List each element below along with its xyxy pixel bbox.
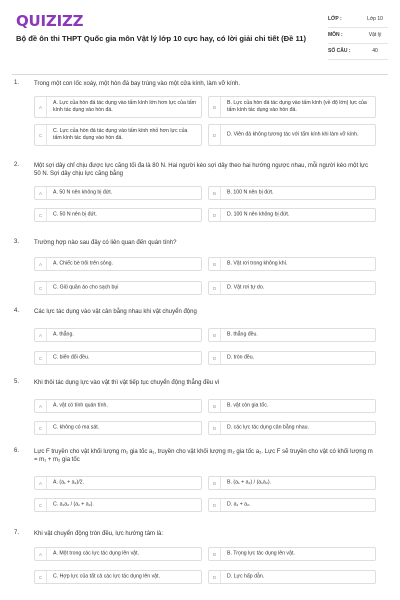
option-letter: A [35,97,47,117]
question-text: Trong một con lốc xoáy, một hòn đá bay trúng vào một cửa kính, làm vỡ kính. [34,81,241,87]
option-c[interactable] [34,281,202,295]
option-c[interactable] [34,208,202,222]
option-a[interactable] [34,257,202,271]
option-letter: B [209,329,221,341]
option-text: C. 50 N nên bị đứt. [53,211,97,218]
option-d[interactable] [208,351,376,365]
option-text: A. (a₁ + a₂)/2. [53,479,85,486]
option-d[interactable] [208,498,376,512]
option-text: B. (a₁ + a₂) / (a₁a₂). [227,479,271,486]
option-text: B. Lực của hòn đá tác dụng vào tấm kính (về độ lớn) lực của tấm kính tác dụng vào hòn đá. [227,100,367,113]
option-letter: C [35,209,47,221]
option-letter: D [209,282,221,294]
quizizz-logo: QUIZIZZ [16,12,84,30]
option-a[interactable] [34,399,202,413]
meta-row-class [328,12,388,28]
option-d[interactable] [208,281,376,295]
option-text: B. vật còn gia tốc. [227,402,269,409]
question-number: 4. [14,308,20,314]
option-text: A. Lực của hòn đá tác dụng vào tấm kính lớn hơn lực của tấm kính tác dụng vào hòn đá. [53,100,196,113]
option-letter: A [35,400,47,412]
option-letter: D [209,352,221,364]
option-a[interactable] [34,328,202,342]
option-b[interactable] [208,476,376,490]
question-number: 6. [14,448,20,454]
option-text: C. không có ma sát. [53,424,100,431]
option-d[interactable] [208,208,376,222]
option-a[interactable] [34,547,202,561]
option-letter: B [209,187,221,199]
meta-key: SỐ CÂU : [328,48,351,54]
option-text: B. 100 N nên bị đứt. [227,189,274,196]
option-b[interactable] [208,257,376,271]
option-text: A. vật có tính quán tính. [53,402,108,409]
header-divider [12,74,388,75]
option-letter: A [35,258,47,270]
question-text: Trường hợp nào sau đây có liên quan đến quán tính? [34,240,177,246]
option-letter: D [209,422,221,434]
option-c[interactable] [34,124,202,146]
option-letter: A [35,477,47,489]
option-a[interactable] [34,476,202,490]
option-text: D. các lực tác dụng cân bằng nhau. [227,424,309,431]
option-letter: A [35,329,47,341]
option-letter: C [35,499,47,511]
option-text: C. Lực của hòn đá tác dụng vào tấm kính nhỏ hơn lực của tấm kính tác dụng vào hòn đá. [53,128,188,141]
document-title: Bộ đề ôn thi THPT Quốc gia môn Vật lý lớp 10 cực hay, có lời giải chi tiết (Đề 11) [16,34,307,43]
option-text: A. Một trong các lực tác dụng lên vật. [53,550,139,557]
option-b[interactable] [208,547,376,561]
question-number: 5. [14,379,20,385]
option-text: A. thẳng. [53,331,74,338]
option-d[interactable] [208,124,376,146]
option-c[interactable] [34,498,202,512]
question-text: Lực F truyền cho vật khối lượng m₁ gia tốc a₁, truyền cho vật khối lượng m₂ gia tốc a₂. Lực F sẽ truyền cho vật có khối lượng m = m₁ + m₂ gia tốc [34,449,373,463]
option-a[interactable] [34,96,202,118]
option-d[interactable] [208,421,376,435]
option-text: D. tròn đều. [227,354,255,361]
option-letter: C [35,352,47,364]
option-letter: D [209,125,221,145]
option-text: D. 100 N nên không bị đứt. [227,211,290,218]
option-b[interactable] [208,186,376,200]
option-text: C. a₁a₂ / (a₁ + a₂). [53,501,94,508]
meta-value: 40 [372,48,378,54]
option-text: D. Vật rơi tự do. [227,284,265,291]
option-c[interactable] [34,570,202,584]
question-number: 2. [14,162,20,168]
question-text: Khi vật chuyển động tròn đều, lực hướng tâm là: [34,531,164,537]
option-text: B. Trọng lực tác dụng lên vật. [227,550,295,557]
option-text: C. Hợp lực của tất cả các lực tác dụng lên vật. [53,573,160,580]
option-text: D. Lực hấp dẫn. [227,573,265,580]
option-letter: C [35,125,47,145]
option-letter: A [35,187,47,199]
option-letter: B [209,548,221,560]
option-text: D. Viên đá không tương tác với tấm kính khi làm vỡ kính. [227,131,359,138]
option-a[interactable] [34,186,202,200]
option-letter: C [35,282,47,294]
option-text: B. Vật rơi trong không khí. [227,260,288,267]
option-d[interactable] [208,570,376,584]
question-text: Các lực tác dụng vào vật cân bằng nhau khi vật chuyển động [34,309,197,315]
option-letter: B [209,400,221,412]
meta-row-count [328,44,388,60]
option-text: C. Giũ quần áo cho sạch bụi [53,284,119,291]
option-text: C. biến đổi đều. [53,354,90,361]
option-letter: C [35,422,47,434]
option-letter: A [35,548,47,560]
question-number: 1. [14,80,20,86]
question-text: Khi thôi tác dụng lực vào vật thì vật tiếp tục chuyển động thẳng đều vì [34,380,220,386]
page-header [0,0,400,72]
option-letter: B [209,258,221,270]
meta-value: Vật lý [368,32,382,38]
meta-key: MÔN : [328,32,343,38]
question-number: 3. [14,239,20,245]
option-c[interactable] [34,421,202,435]
option-letter: B [209,477,221,489]
meta-value: Lớp 10 [367,16,383,22]
option-letter: B [209,97,221,117]
meta-key: LỚP : [328,16,342,22]
option-letter: D [209,571,221,583]
option-b[interactable] [208,399,376,413]
meta-row-subject [328,28,388,44]
option-text: B. thẳng đều. [227,331,258,338]
question-text: Một sợi dây chỉ chịu được lực căng tối đa là 80 N. Hai người kéo sợi dây theo hai hướng ngược nhau, mỗi người kéo một lực 50 N. Sợi dây chịu lực căng bằng [34,163,369,177]
option-text: A. Chiếc bè trôi trên sông. [53,260,113,267]
option-text: A. 50 N nên không bị đứt. [53,189,113,196]
question-number: 7. [14,530,20,536]
option-b[interactable] [208,96,376,118]
option-letter: D [209,209,221,221]
option-letter: D [209,499,221,511]
option-text: D. a₁ + a₂. [227,501,251,508]
option-b[interactable] [208,328,376,342]
option-c[interactable] [34,351,202,365]
option-letter: C [35,571,47,583]
meta-box [328,12,388,60]
